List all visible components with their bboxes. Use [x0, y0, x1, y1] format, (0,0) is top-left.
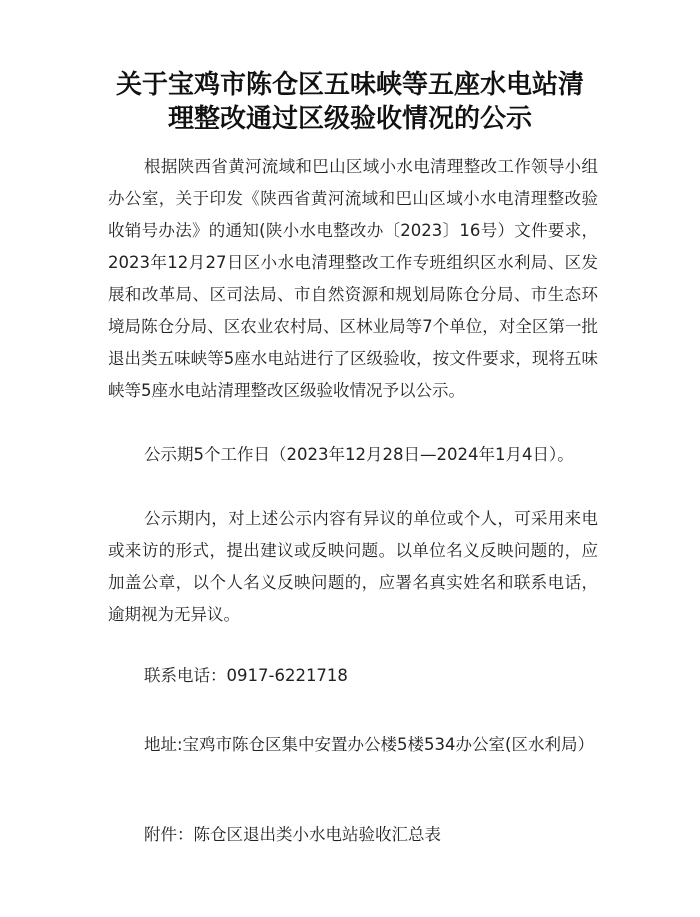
body-paragraph-objection: 公示期内，对上述公示内容有异议的单位或个人，可采用来电或来访的形式，提出建议或反映问题。以单位名义反映问题的，应加盖公章，以个人名义反映问题的，应署名真实姓名和联系电话，逾期视为无异议。: [108, 509, 598, 624]
document-title-line-2: 理整改通过区级验收情况的公示: [167, 104, 532, 134]
body-paragraph-basis: 根据陕西省黄河流域和巴山区域小水电清理整改工作领导小组办公室，关于印发《陕西省黄河流域和巴山区域小水电清理整改验收销号办法》的通知(陕小水电整改办〔2023〕16号）文件要求，2023年12月27日区小水电清理整改工作专班组织区水利局、区发展和改革局、区司法局、市自然资源和规划局陈仓分局、市生态环境局陈仓分局、区农业农村局、区林业局等7个单位，对全区第一批退出类五味峡等5座水电站进行了区级验收，按文件要求，现将五味峡等5座水电站清理整改区级验收情况予以公示。: [108, 157, 598, 400]
contact-phone: 联系电话：0917-6221718: [144, 666, 348, 685]
document-title-line-1: 关于宝鸡市陈仓区五味峡等五座水电站清: [115, 70, 584, 100]
attachment-line: 附件：陈仓区退出类小水电站验收汇总表: [144, 825, 441, 844]
contact-address: 地址:宝鸡市陈仓区集中安置办公楼5楼534办公室(区水利局）: [144, 735, 594, 754]
body-paragraph-period: 公示期5个工作日（2023年12月28日—2024年1月4日）。: [144, 445, 574, 464]
